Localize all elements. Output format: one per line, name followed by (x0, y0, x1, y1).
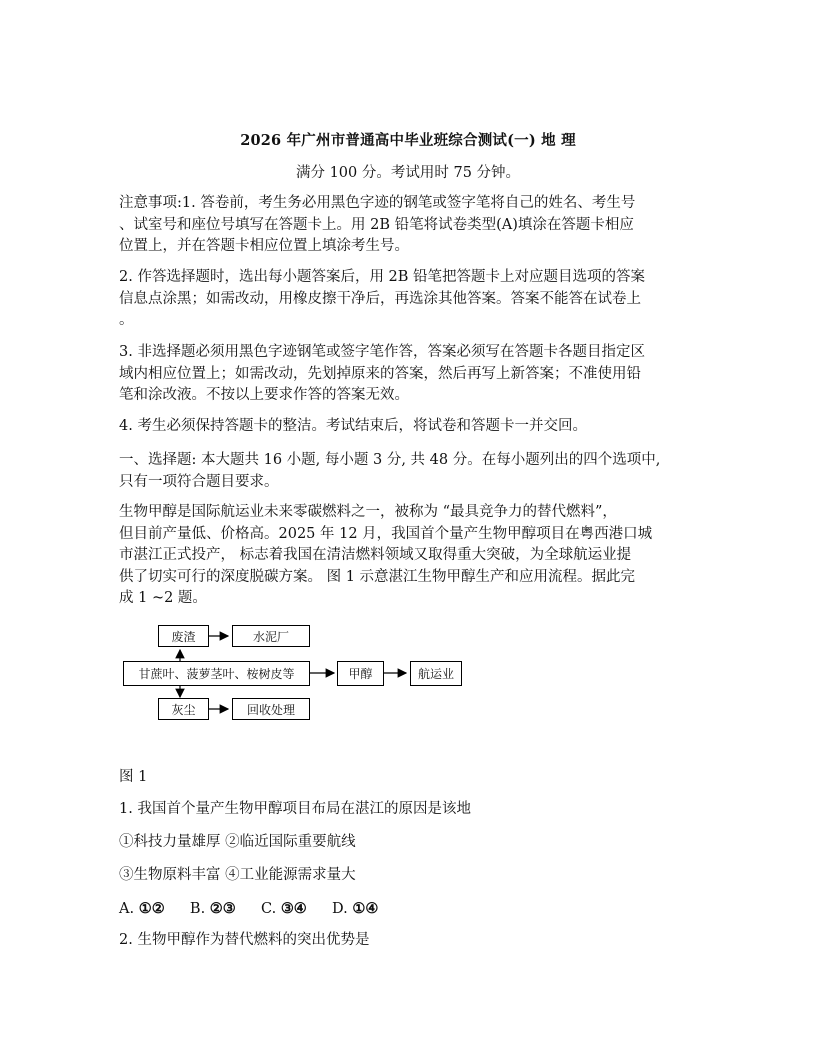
box-ash: 灰尘 (158, 698, 209, 720)
box-waste-residue: 废渣 (158, 625, 209, 647)
question-1-stem: 1. 我国首个量产生物甲醇项目布局在湛江的原因是该地 (119, 801, 471, 817)
box-methanol: 甲醇 (337, 661, 384, 686)
note-3: 3. 非选择题必须用黑色字迹钢笔或签字笔作答，答案必须写在答题卡各题目指定区 域内相应位置上；如需改动，先划掉原来的答案，然后再写上新答案；不准使用铅 笔和涂改液。不按以上要求作答的答案无效。 (119, 344, 645, 403)
choice-c-answer: ③④ (280, 900, 307, 917)
note-1: 注意事项:1. 答卷前，考生务必用黑色字迹的钢笔或签字笔将自己的姓名、考生号 、试室号和座位号填写在答题卡上。用 2B 铅笔将试卷类型(A)填涂在答题卡相应 位置上，并在答题卡相应位置上填涂考生号。 (119, 195, 636, 254)
question-1-options-line-2: ③生物原料丰富 ④工业能源需求量大 (119, 867, 356, 883)
box-cement-plant: 水泥厂 (232, 625, 310, 647)
choice-a-letter: A. (119, 901, 135, 917)
figure-caption: 图 1 (119, 769, 148, 785)
question-2-stem: 2. 生物甲醇作为替代燃料的突出优势是 (119, 932, 370, 948)
choice-b-letter: B. (189, 901, 206, 917)
choice-d-letter: D. (332, 901, 348, 917)
question-1-choices (119, 898, 378, 920)
question-1-options-line-1: ①科技力量雄厚 ②临近国际重要航线 (119, 834, 356, 850)
note-2: 2. 作答选择题时，选出每小题答案后，用 2B 铅笔把答题卡上对应题目选项的答案 信息点涂黑；如需改动，用橡皮擦干净后，再选涂其他答案。答案不能答在试卷上 。 (119, 269, 646, 328)
box-raw-materials: 甘蔗叶、菠萝茎叶、桉树皮等 (123, 661, 310, 686)
choice-c-letter: C. (261, 901, 277, 917)
exam-title: 2026 年广州市普通高中毕业班综合测试(一) 地 理 (240, 132, 576, 149)
note-4: 4. 考生必须保持答题卡的整洁。考试结束后，将试卷和答题卡一并交回。 (119, 418, 587, 434)
box-recycling: 回收处理 (232, 698, 310, 720)
choice-b-answer: ②③ (209, 900, 236, 917)
passage: 生物甲醇是国际航运业未来零碳燃料之一，被称为 “最具竞争力的替代燃料”， 但目前产量低、价格高。2025 年 12 月，我国首个量产生物甲醇项目在粤西港口城 市湛江正式投产， 标志着我国在清洁燃料领域又取得重大突破，为全球航运业提 供了切实可行的深度脱碳方案。 图 1 示意湛江生物甲醇生产和应用流程。据此完 成 1 ~2 题。 (119, 504, 653, 606)
section-heading: 一、选择题: 本大题共 16 小题, 每小题 3 分, 共 48 分。在每小题列出的四个选项中, 只有一项符合题目要求。 (119, 452, 661, 490)
choice-d-answer: ①④ (352, 900, 379, 917)
exam-subtitle: 满分 100 分。考试用时 75 分钟。 (295, 165, 521, 181)
choice-a-answer: ①② (138, 900, 165, 917)
box-shipping: 航运业 (410, 661, 462, 686)
